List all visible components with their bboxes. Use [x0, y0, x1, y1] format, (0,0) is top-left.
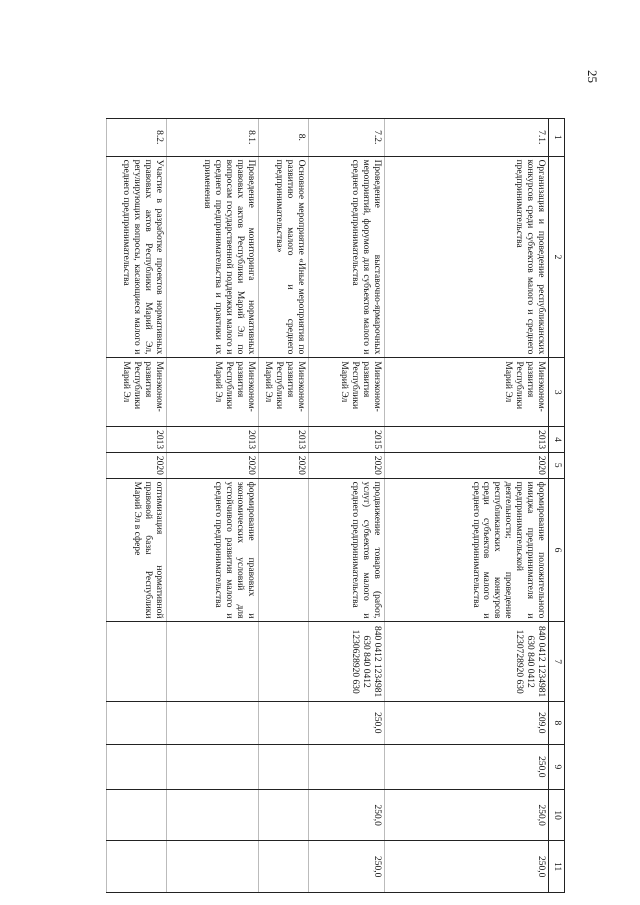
expected-result: формирование положительного имиджа предпринимателя и предпринимательской деятельности; проведение республиканских конкурсов среди субъектов малого и среднего предпринимательства: [385, 478, 549, 622]
value-col-10: [167, 789, 259, 841]
activity-name: Проведение мониторинга нормативных правовых актов Республики Марий Эл по вопросам государственной поддержки малого и среднего предпринимательства и практики их применения: [167, 156, 259, 358]
header-cell: 9: [549, 744, 565, 789]
value-col-9: [167, 744, 259, 789]
budget-code: [107, 622, 167, 701]
start-year: 2015: [309, 427, 385, 453]
budget-code: [167, 622, 259, 701]
end-year: 2020: [309, 452, 385, 478]
value-col-8: 209,0: [385, 701, 549, 744]
value-col-11: 250,0: [309, 841, 385, 893]
start-year: 2013: [107, 427, 167, 453]
item-number: 8.: [259, 119, 309, 157]
start-year: 2013: [385, 427, 549, 453]
value-col-10: [259, 789, 309, 841]
activity-name: Организация и проведение республиканских конкурсов среди субъектов малого и среднего предпринимательства: [385, 156, 549, 358]
end-year: 2020: [167, 452, 259, 478]
expected-result: оптимизация нормативной правовой базы Республики Марий Эл в сфере: [107, 478, 167, 622]
item-number: 7.2.: [309, 119, 385, 157]
table-row: [259, 119, 309, 893]
table-row: [385, 119, 549, 893]
value-col-10: 250,0: [385, 789, 549, 841]
header-cell: 11: [549, 841, 565, 893]
value-col-9: [107, 744, 167, 789]
expected-result: продвижение товаров (работ, услуг) субъектов малого и среднего предпринимательства: [309, 478, 385, 622]
end-year: 2020: [107, 452, 167, 478]
value-col-8: [259, 701, 309, 744]
header-cell: 6: [549, 478, 565, 622]
value-col-11: 250,0: [385, 841, 549, 893]
expected-result: формирование правовых и экономических условий для устойчивого развития малого и среднего предпринимательства: [167, 478, 259, 622]
end-year: 2020: [385, 452, 549, 478]
start-year: 2013: [167, 427, 259, 453]
value-col-8: [167, 701, 259, 744]
activity-name: Проведение выставочно-ярмарочных мероприятий, форумов для субъектов малого и среднего предпринимательства: [309, 156, 385, 358]
value-col-10: 250,0: [309, 789, 385, 841]
budget-code: 840 0412 1234981 630 840 0412 1230728920 630: [385, 622, 549, 701]
value-col-8: [107, 701, 167, 744]
value-col-9: [259, 744, 309, 789]
value-col-11: [259, 841, 309, 893]
responsible-executor: Минэконом-развития Республики Марий Эл: [309, 358, 385, 427]
item-number: 7.1.: [385, 119, 549, 157]
table-row: [309, 119, 385, 893]
header-cell: 5: [549, 452, 565, 478]
value-col-10: [107, 789, 167, 841]
header-cell: 2: [549, 156, 565, 358]
expected-result: [259, 478, 309, 622]
rotated-table-container: [115, 118, 565, 893]
value-col-8: 250,0: [309, 701, 385, 744]
table-row: [167, 119, 259, 893]
header-cell: 8: [549, 701, 565, 744]
activity-name: Участие в разработке проектов нормативных правовых актов Республики Марий Эл, регулирующих вопросы, касающиеся малого и среднего предпринимательства: [107, 156, 167, 358]
header-row: [549, 119, 565, 893]
value-col-9: 250,0: [385, 744, 549, 789]
budget-code: [259, 622, 309, 701]
budget-code: 840 0412 1234981 630 840 0412 1230628920 630: [309, 622, 385, 701]
responsible-executor: Минэконом-развития Республики Марий Эл: [167, 358, 259, 427]
responsible-executor: Минэконом-развития Республики Марий Эл: [385, 358, 549, 427]
header-cell: 10: [549, 789, 565, 841]
value-col-11: [107, 841, 167, 893]
start-year: 2013: [259, 427, 309, 453]
value-col-9: [309, 744, 385, 789]
program-activities-table: [106, 118, 565, 893]
item-number: 8.1.: [167, 119, 259, 157]
value-col-11: [167, 841, 259, 893]
item-number: 8.2.: [107, 119, 167, 157]
header-cell: 1: [549, 119, 565, 157]
activity-name: Основное мероприятие «Иные мероприятия по развитию малого и среднего предпринимательства»: [259, 156, 309, 358]
responsible-executor: Минэконом-развития Республики Марий Эл: [107, 358, 167, 427]
header-cell: 7: [549, 622, 565, 701]
end-year: 2020: [259, 452, 309, 478]
header-cell: 3: [549, 358, 565, 427]
responsible-executor: Минэконом-развития Республики Марий Эл: [259, 358, 309, 427]
table-row: [107, 119, 167, 893]
page-number: 25: [585, 70, 600, 83]
header-cell: 4: [549, 427, 565, 453]
